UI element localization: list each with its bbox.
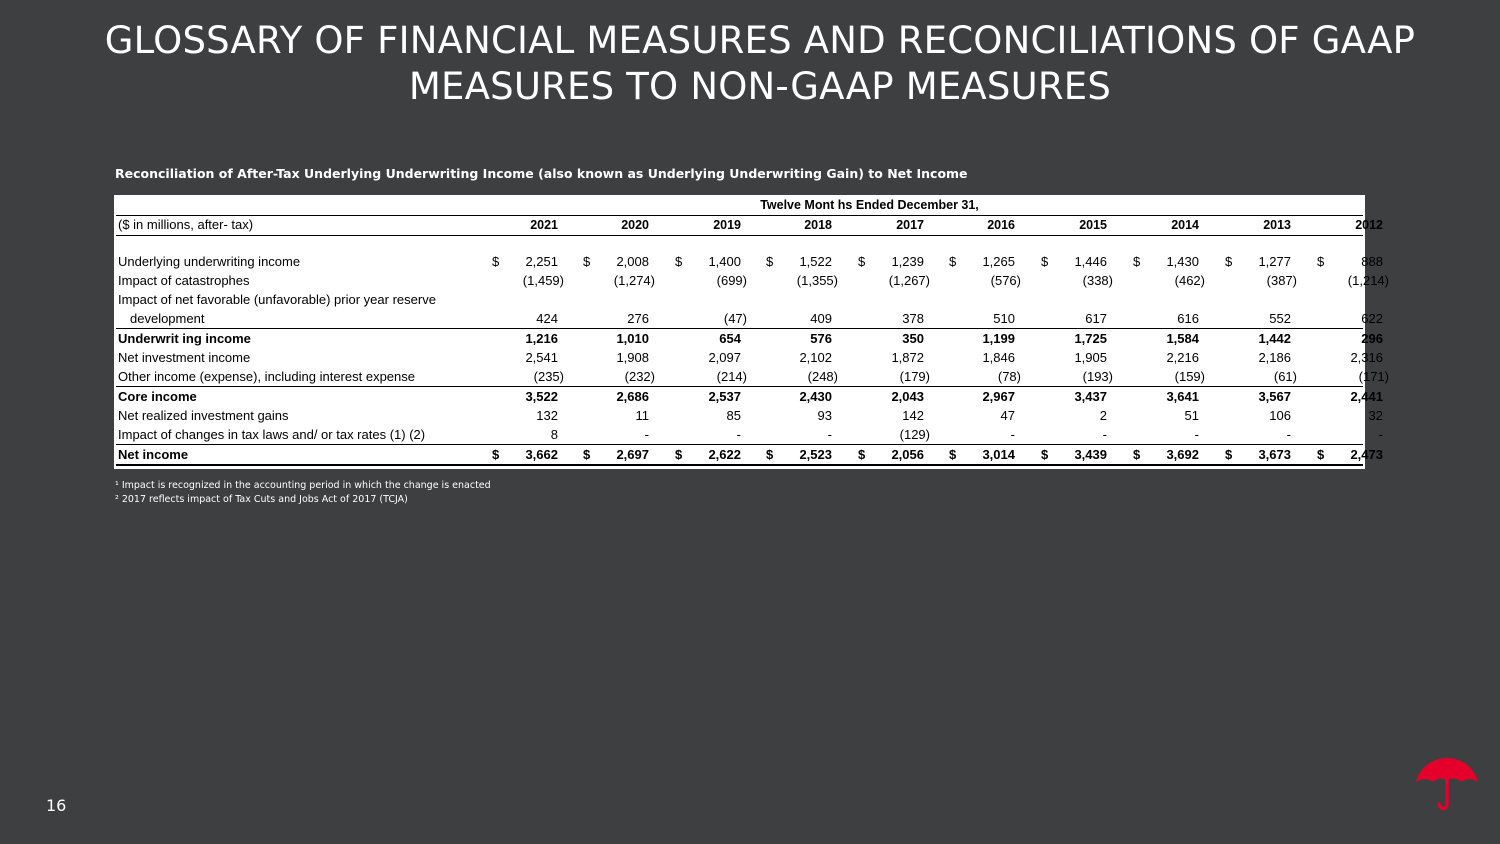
cell-value: 2,541: [525, 350, 558, 365]
table-cell: [860, 447, 924, 463]
table-cell: [1319, 427, 1383, 443]
table-cell: [1227, 273, 1297, 289]
table-cell: [1135, 389, 1199, 405]
cell-value: -: [1286, 427, 1291, 442]
table-cell: [585, 408, 649, 424]
table-cell: [1319, 273, 1389, 289]
currency-symbol: $: [583, 254, 591, 269]
year-header-2012: 2012: [1355, 218, 1383, 232]
cell-value: (214): [716, 369, 747, 384]
year-header-2017: 2017: [896, 218, 924, 232]
table-cell: [585, 447, 649, 463]
cell-value: 1,199: [982, 331, 1015, 346]
cell-value: 1,216: [525, 331, 558, 346]
table-cell: [1227, 369, 1297, 385]
table-row: [114, 271, 1389, 290]
footnotes: [115, 479, 491, 507]
table-cell: [1043, 254, 1107, 270]
cell-value: (1,459): [522, 273, 564, 288]
table-cell: [585, 427, 649, 443]
slide-title: [0, 18, 1500, 110]
cell-value: 576: [810, 331, 832, 346]
cell-value: 2,622: [708, 447, 741, 462]
cell-value: 1,277: [1258, 254, 1291, 269]
cell-value: 2,251: [525, 254, 558, 269]
table-cell: [1135, 311, 1199, 327]
table-cell: [1043, 350, 1107, 366]
table-cell: [1043, 427, 1107, 443]
cell-value: 2,441: [1350, 389, 1383, 404]
row-label: Impact of catastrophes: [118, 273, 250, 288]
currency-symbol: $: [1041, 447, 1049, 462]
cell-value: 3,014: [982, 447, 1015, 462]
table-cell: [860, 427, 930, 443]
table-cell: [951, 350, 1015, 366]
cell-value: 424: [536, 311, 558, 326]
year-header-2018: 2018: [804, 218, 832, 232]
table-cell: [951, 427, 1015, 443]
cell-value: 378: [902, 311, 924, 326]
table-cell: [951, 447, 1015, 463]
table-cell: [1319, 311, 1383, 327]
cell-value: 1,010: [616, 331, 649, 346]
cell-value: 296: [1361, 331, 1383, 346]
row-label: Impact of changes in tax laws and/ or tax rates (1) (2): [118, 427, 426, 442]
table-cell: [494, 369, 564, 385]
cell-value: 3,673: [1258, 447, 1291, 462]
cell-value: 1,846: [982, 350, 1015, 365]
row-label: Underwrit ing income: [118, 331, 251, 346]
row-rule: [116, 328, 1363, 329]
table-cell: [860, 408, 924, 424]
table-cell: [494, 427, 558, 443]
table-cell: [1227, 254, 1291, 270]
table-cell: [677, 369, 747, 385]
table-cell: [1043, 389, 1107, 405]
cell-value: (1,355): [796, 273, 838, 288]
table-cell: [677, 350, 741, 366]
table-cell: [1135, 331, 1199, 347]
cell-value: 1,522: [799, 254, 832, 269]
footnote-2: ² 2017 reflects impact of Tax Cuts and Jobs Act of 2017 (TCJA): [115, 494, 408, 505]
cell-value: 2,008: [616, 254, 649, 269]
currency-symbol: $: [766, 447, 774, 462]
row-label: Impact of net favorable (unfavorable) prior year reserve: [118, 292, 436, 307]
currency-symbol: $: [1317, 447, 1325, 462]
footnote-1: ¹ Impact is recognized in the accounting period in which the change is enacted: [115, 480, 491, 491]
table-cell: [494, 350, 558, 366]
cell-value: 2,316: [1350, 350, 1383, 365]
table-cell: [768, 254, 832, 270]
table-cell: [1319, 447, 1383, 463]
table-cell: [1135, 447, 1199, 463]
table-row: [114, 252, 1383, 271]
table-cell: [768, 408, 832, 424]
cell-value: 510: [993, 311, 1015, 326]
table-row: [114, 387, 1383, 406]
table-cell: [951, 389, 1015, 405]
table-cell: [494, 273, 564, 289]
table-cell: [585, 273, 655, 289]
cell-value: 1,584: [1166, 331, 1199, 346]
table-cell: [951, 311, 1015, 327]
cell-value: (193): [1082, 369, 1113, 384]
table-cell: [677, 389, 741, 405]
period-header: Twelve Mont hs Ended December 31,: [760, 198, 979, 212]
table-cell: [860, 273, 930, 289]
table-cell: [951, 369, 1021, 385]
cell-value: 888: [1361, 254, 1383, 269]
currency-symbol: $: [1133, 254, 1141, 269]
row-label: Net investment income: [118, 350, 251, 365]
row-label: Core income: [118, 389, 197, 404]
cell-value: (61): [1273, 369, 1297, 384]
currency-symbol: $: [766, 254, 774, 269]
cell-value: 2,216: [1166, 350, 1199, 365]
table-cell: [494, 389, 558, 405]
cell-value: (232): [624, 369, 655, 384]
year-header-2019: 2019: [713, 218, 741, 232]
cell-value: 276: [627, 311, 649, 326]
table-cell: [1227, 350, 1291, 366]
cell-value: 47: [1000, 408, 1015, 423]
year-header-2015: 2015: [1079, 218, 1107, 232]
table-row: [114, 290, 1365, 309]
cell-value: -: [1102, 427, 1107, 442]
cell-value: (387): [1266, 273, 1297, 288]
cell-value: -: [1010, 427, 1015, 442]
table-cell: [585, 254, 649, 270]
table-cell: [1319, 369, 1389, 385]
cell-value: 2,102: [799, 350, 832, 365]
table-cell: [585, 331, 649, 347]
table-cell: [1135, 254, 1199, 270]
row-rule: [116, 464, 1363, 466]
table-cell: [1135, 350, 1199, 366]
table-cell: [951, 408, 1015, 424]
currency-symbol: $: [675, 447, 683, 462]
page-number: 16: [46, 796, 67, 815]
cell-value: 93: [817, 408, 832, 423]
cell-value: 3,567: [1258, 389, 1291, 404]
table-cell: [1227, 427, 1291, 443]
table-cell: [1227, 331, 1291, 347]
currency-symbol: $: [1041, 254, 1049, 269]
cell-value: -: [644, 427, 649, 442]
table-cell: [1135, 427, 1199, 443]
currency-symbol: $: [858, 447, 866, 462]
cell-value: 1,265: [982, 254, 1015, 269]
cell-value: -: [1378, 427, 1383, 442]
table-cell: [677, 427, 741, 443]
cell-value: (576): [990, 273, 1021, 288]
cell-value: 142: [902, 408, 924, 423]
table-subtitle: Reconciliation of After-Tax Underlying Underwriting Income (also known as Underlying Underwriting Gain) to Net Income: [115, 166, 968, 181]
table-cell: [951, 273, 1021, 289]
year-header-2020: 2020: [621, 218, 649, 232]
row-label: Other income (expense), including interest expense: [118, 369, 415, 384]
year-header-2016: 2016: [987, 218, 1015, 232]
cell-value: 616: [1177, 311, 1199, 326]
table-cell: [1135, 273, 1205, 289]
table-cell: [860, 254, 924, 270]
cell-value: 2,473: [1350, 447, 1383, 462]
cell-value: 3,641: [1166, 389, 1199, 404]
table-cell: [768, 369, 838, 385]
currency-symbol: $: [1225, 447, 1233, 462]
cell-value: -: [736, 427, 741, 442]
cell-value: 1,872: [891, 350, 924, 365]
cell-value: 1,725: [1074, 331, 1107, 346]
cell-value: 85: [726, 408, 741, 423]
cell-value: 2: [1099, 408, 1107, 423]
cell-value: 32: [1368, 408, 1383, 423]
cell-value: 106: [1269, 408, 1291, 423]
table-row: [114, 406, 1383, 425]
row-label: development: [130, 311, 205, 326]
row-rule: [116, 444, 1363, 445]
reconciliation-table: [114, 195, 1389, 469]
table-cell: [768, 447, 832, 463]
table-cell: [860, 389, 924, 405]
header-rule-bottom: [116, 235, 1363, 236]
cell-value: 11: [635, 408, 649, 423]
umbrella-icon: [1414, 756, 1480, 814]
cell-value: 409: [810, 311, 832, 326]
table-cell: [951, 254, 1015, 270]
table-cell: [1043, 273, 1113, 289]
cell-value: 1,905: [1074, 350, 1107, 365]
table-cell: [1319, 389, 1383, 405]
table-cell: [494, 254, 558, 270]
table-row: [114, 445, 1383, 464]
row-label: Net income: [118, 447, 189, 462]
cell-value: 552: [1269, 311, 1291, 326]
cell-value: 2,967: [982, 389, 1015, 404]
table-cell: [768, 273, 838, 289]
table-cell: [677, 447, 741, 463]
table-cell: [1043, 408, 1107, 424]
cell-value: (1,214): [1347, 273, 1389, 288]
cell-value: 3,662: [525, 447, 558, 462]
table-cell: [1319, 408, 1383, 424]
slide-title-text: GLOSSARY OF FINANCIAL MEASURES AND RECONCILIATIONS OF GAAP MEASURES TO NON-GAAP MEASURES: [104, 19, 1416, 108]
table-row: [114, 329, 1383, 348]
table-cell: [860, 311, 924, 327]
table-cell: [1319, 331, 1383, 347]
table-cell: [1135, 369, 1205, 385]
currency-symbol: $: [675, 254, 683, 269]
cell-value: 2,097: [708, 350, 741, 365]
table-cell: [1227, 447, 1291, 463]
currency-symbol: $: [583, 447, 591, 462]
table-row: [114, 367, 1389, 386]
table-cell: [585, 369, 655, 385]
cell-value: 622: [1361, 311, 1383, 326]
cell-value: (78): [997, 369, 1021, 384]
cell-value: 2,537: [708, 389, 741, 404]
row-rule: [116, 386, 1363, 387]
table-cell: [768, 389, 832, 405]
currency-symbol: $: [492, 447, 500, 462]
cell-value: (1,267): [888, 273, 930, 288]
table-cell: [1043, 331, 1107, 347]
table-cell: [768, 350, 832, 366]
cell-value: 2,697: [616, 447, 649, 462]
year-header-2014: 2014: [1171, 218, 1199, 232]
cell-value: (462): [1174, 273, 1205, 288]
table-cell: [1319, 350, 1383, 366]
table-cell: [494, 331, 558, 347]
table-cell: [677, 254, 741, 270]
cell-value: 2,043: [891, 389, 924, 404]
cell-value: (129): [899, 427, 930, 442]
currency-symbol: $: [858, 254, 866, 269]
cell-value: 51: [1184, 408, 1199, 423]
table-cell: [585, 311, 649, 327]
cell-value: 2,186: [1258, 350, 1291, 365]
table-cell: [1227, 311, 1291, 327]
table-cell: [585, 350, 649, 366]
table-cell: [494, 408, 558, 424]
units-label: ($ in millions, after- tax): [118, 217, 254, 232]
year-header-2013: 2013: [1263, 218, 1291, 232]
currency-symbol: $: [1225, 254, 1233, 269]
currency-symbol: $: [1317, 254, 1325, 269]
cell-value: 2,523: [799, 447, 832, 462]
cell-value: (338): [1082, 273, 1113, 288]
cell-value: (1,274): [613, 273, 655, 288]
cell-value: (171): [1358, 369, 1389, 384]
cell-value: 2,430: [799, 389, 832, 404]
cell-value: (179): [899, 369, 930, 384]
table-cell: [494, 447, 558, 463]
cell-value: (235): [533, 369, 564, 384]
table-cell: [1043, 369, 1113, 385]
table-cell: [768, 311, 832, 327]
table-cell: [951, 331, 1015, 347]
cell-value: 1,239: [891, 254, 924, 269]
table-cell: [768, 427, 832, 443]
currency-symbol: $: [949, 254, 957, 269]
cell-value: 3,692: [1166, 447, 1199, 462]
year-header-2021: 2021: [530, 218, 558, 232]
cell-value: 3,522: [525, 389, 558, 404]
cell-value: (248): [807, 369, 838, 384]
table-cell: [860, 350, 924, 366]
cell-value: 8: [550, 427, 558, 442]
row-label: Underlying underwriting income: [118, 254, 301, 269]
cell-value: 1,446: [1074, 254, 1107, 269]
cell-value: 654: [719, 331, 741, 346]
cell-value: 350: [902, 331, 924, 346]
cell-value: 3,439: [1074, 447, 1107, 462]
table-cell: [1043, 447, 1107, 463]
cell-value: 1,908: [616, 350, 649, 365]
table-cell: [494, 311, 558, 327]
table-cell: [1043, 311, 1107, 327]
cell-value: 1,442: [1258, 331, 1291, 346]
cell-value: -: [827, 427, 832, 442]
table-cell: [768, 331, 832, 347]
table-row: [114, 425, 1383, 444]
currency-symbol: $: [949, 447, 957, 462]
cell-value: 1,430: [1166, 254, 1199, 269]
cell-value: 617: [1085, 311, 1107, 326]
table-cell: [1227, 389, 1291, 405]
table-cell: [677, 331, 741, 347]
cell-value: 1,400: [708, 254, 741, 269]
header-rule-top: [116, 215, 1363, 216]
currency-symbol: $: [1133, 447, 1141, 462]
cell-value: (699): [716, 273, 747, 288]
table-cell: [860, 331, 924, 347]
row-label: Net realized investment gains: [118, 408, 289, 423]
table-cell: [1227, 408, 1291, 424]
cell-value: (47): [723, 311, 747, 326]
cell-value: -: [1194, 427, 1199, 442]
table-cell: [1135, 408, 1199, 424]
table-row: [114, 309, 1383, 328]
table-cell: [1319, 254, 1383, 270]
currency-symbol: $: [492, 254, 500, 269]
table-cell: [677, 273, 747, 289]
table-cell: [677, 311, 747, 327]
table-cell: [860, 369, 930, 385]
cell-value: 3,437: [1074, 389, 1107, 404]
cell-value: 2,686: [616, 389, 649, 404]
cell-value: 132: [536, 408, 558, 423]
cell-value: 2,056: [891, 447, 924, 462]
table-row: [114, 348, 1383, 367]
table-cell: [585, 389, 649, 405]
table-cell: [677, 408, 741, 424]
cell-value: (159): [1174, 369, 1205, 384]
